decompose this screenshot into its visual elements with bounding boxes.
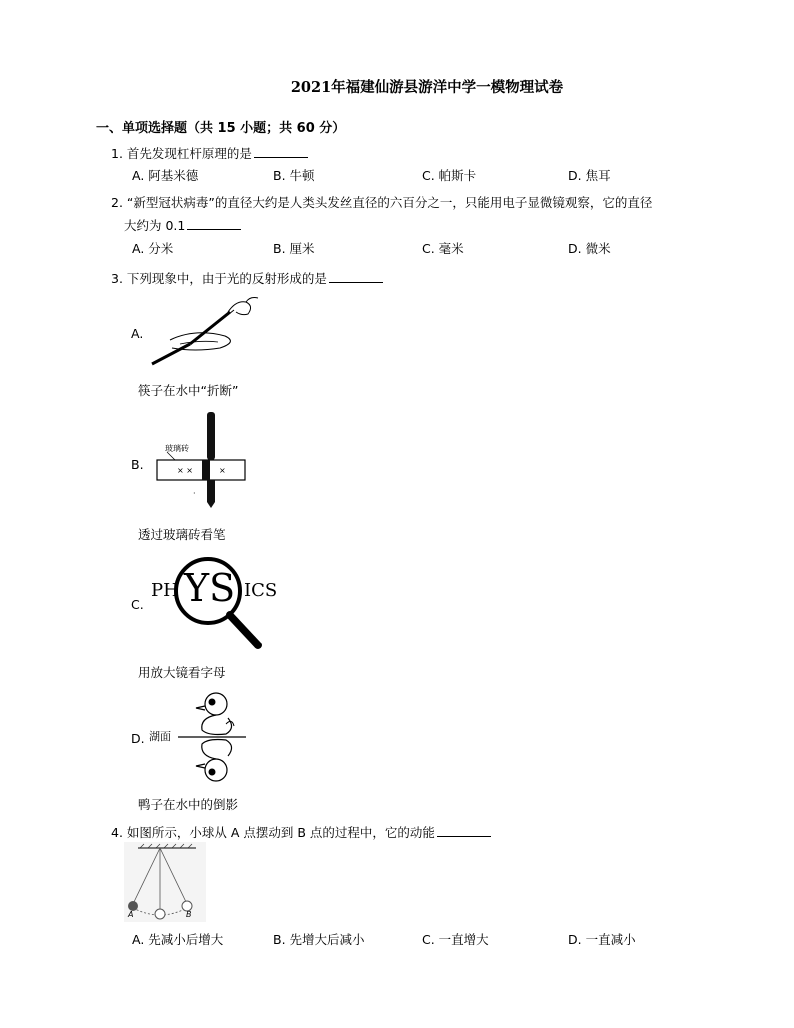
question-4-stem <box>111 823 491 841</box>
question-2-text: 大约为 0.1 <box>124 218 186 233</box>
svg-text:× ×: × × <box>177 466 193 475</box>
q3-option-a-letter[interactable]: A. <box>131 326 144 341</box>
q1-option-d[interactable]: D. 焦耳 <box>568 168 611 183</box>
q3-option-d-letter[interactable]: D. <box>131 731 145 746</box>
q2-option-d[interactable]: D. 微米 <box>568 241 611 256</box>
question-2-line1: 2. “新型冠状病毒”的直径大约是人类头发丝直径的六百分之一，只能用电子显微镜观察，它的直径 <box>111 195 653 210</box>
svg-text:×: × <box>219 466 226 475</box>
q3-option-d-caption: 鸭子在水中的倒影 <box>138 797 239 812</box>
answer-blank[interactable] <box>254 145 308 158</box>
page-title: 2021年福建仙游县游洋中学一模物理试卷 <box>290 79 564 96</box>
pendulum-label-a: A <box>128 910 134 919</box>
q2-option-b[interactable]: B. 厘米 <box>273 241 315 256</box>
glass-brick-image <box>155 412 255 507</box>
q1-option-b[interactable]: B. 牛顿 <box>273 168 315 183</box>
magnifier-text-mid: YS <box>184 566 236 610</box>
answer-blank[interactable] <box>187 217 241 230</box>
q4-option-a[interactable]: A. 先减小后增大 <box>132 932 224 947</box>
glass-brick-label: 玻璃砖 <box>165 444 189 453</box>
lake-surface-label: 湖面 <box>149 730 171 743</box>
answer-blank[interactable] <box>437 824 491 837</box>
magnifier-text-right: ICS <box>244 580 278 601</box>
q3-option-b-caption: 透过玻璃砖看笔 <box>138 527 226 542</box>
q2-option-c[interactable]: C. 毫米 <box>422 241 464 256</box>
chopsticks-in-water-image <box>150 290 260 370</box>
question-3-text: 3. 下列现象中，由于光的反射形成的是 <box>111 271 327 286</box>
answer-blank[interactable] <box>329 270 383 283</box>
q3-option-c-caption: 用放大镜看字母 <box>138 665 226 680</box>
q1-option-a[interactable]: A. 阿基米德 <box>132 168 199 183</box>
pendulum-image <box>124 842 206 922</box>
q3-option-a-caption: 筷子在水中“折断” <box>138 383 239 398</box>
question-3-stem <box>111 269 383 287</box>
q4-option-c[interactable]: C. 一直增大 <box>422 932 489 947</box>
q2-option-a[interactable]: A. 分米 <box>132 241 174 256</box>
duck-reflection-image <box>178 688 248 788</box>
q3-option-c-letter[interactable]: C. <box>131 597 144 612</box>
q4-option-d[interactable]: D. 一直减小 <box>568 932 636 947</box>
question-2-line2 <box>124 216 241 234</box>
question-1-stem <box>111 144 308 162</box>
section-heading: 一、单项选择题（共 15 小题；共 60 分） <box>96 121 346 136</box>
question-1-text: 1. 首先发现杠杆原理的是 <box>111 146 252 161</box>
question-4-text: 4. 如图所示，小球从 A 点摆动到 B 点的过程中，它的动能 <box>111 825 435 840</box>
svg-text:·: · <box>193 489 196 498</box>
q1-option-c[interactable]: C. 帕斯卡 <box>422 168 477 183</box>
magnifier-text-left: PH <box>151 580 179 601</box>
pendulum-label-b: B <box>186 910 192 919</box>
q4-option-b[interactable]: B. 先增大后减小 <box>273 932 365 947</box>
q3-option-b-letter[interactable]: B. <box>131 457 144 472</box>
